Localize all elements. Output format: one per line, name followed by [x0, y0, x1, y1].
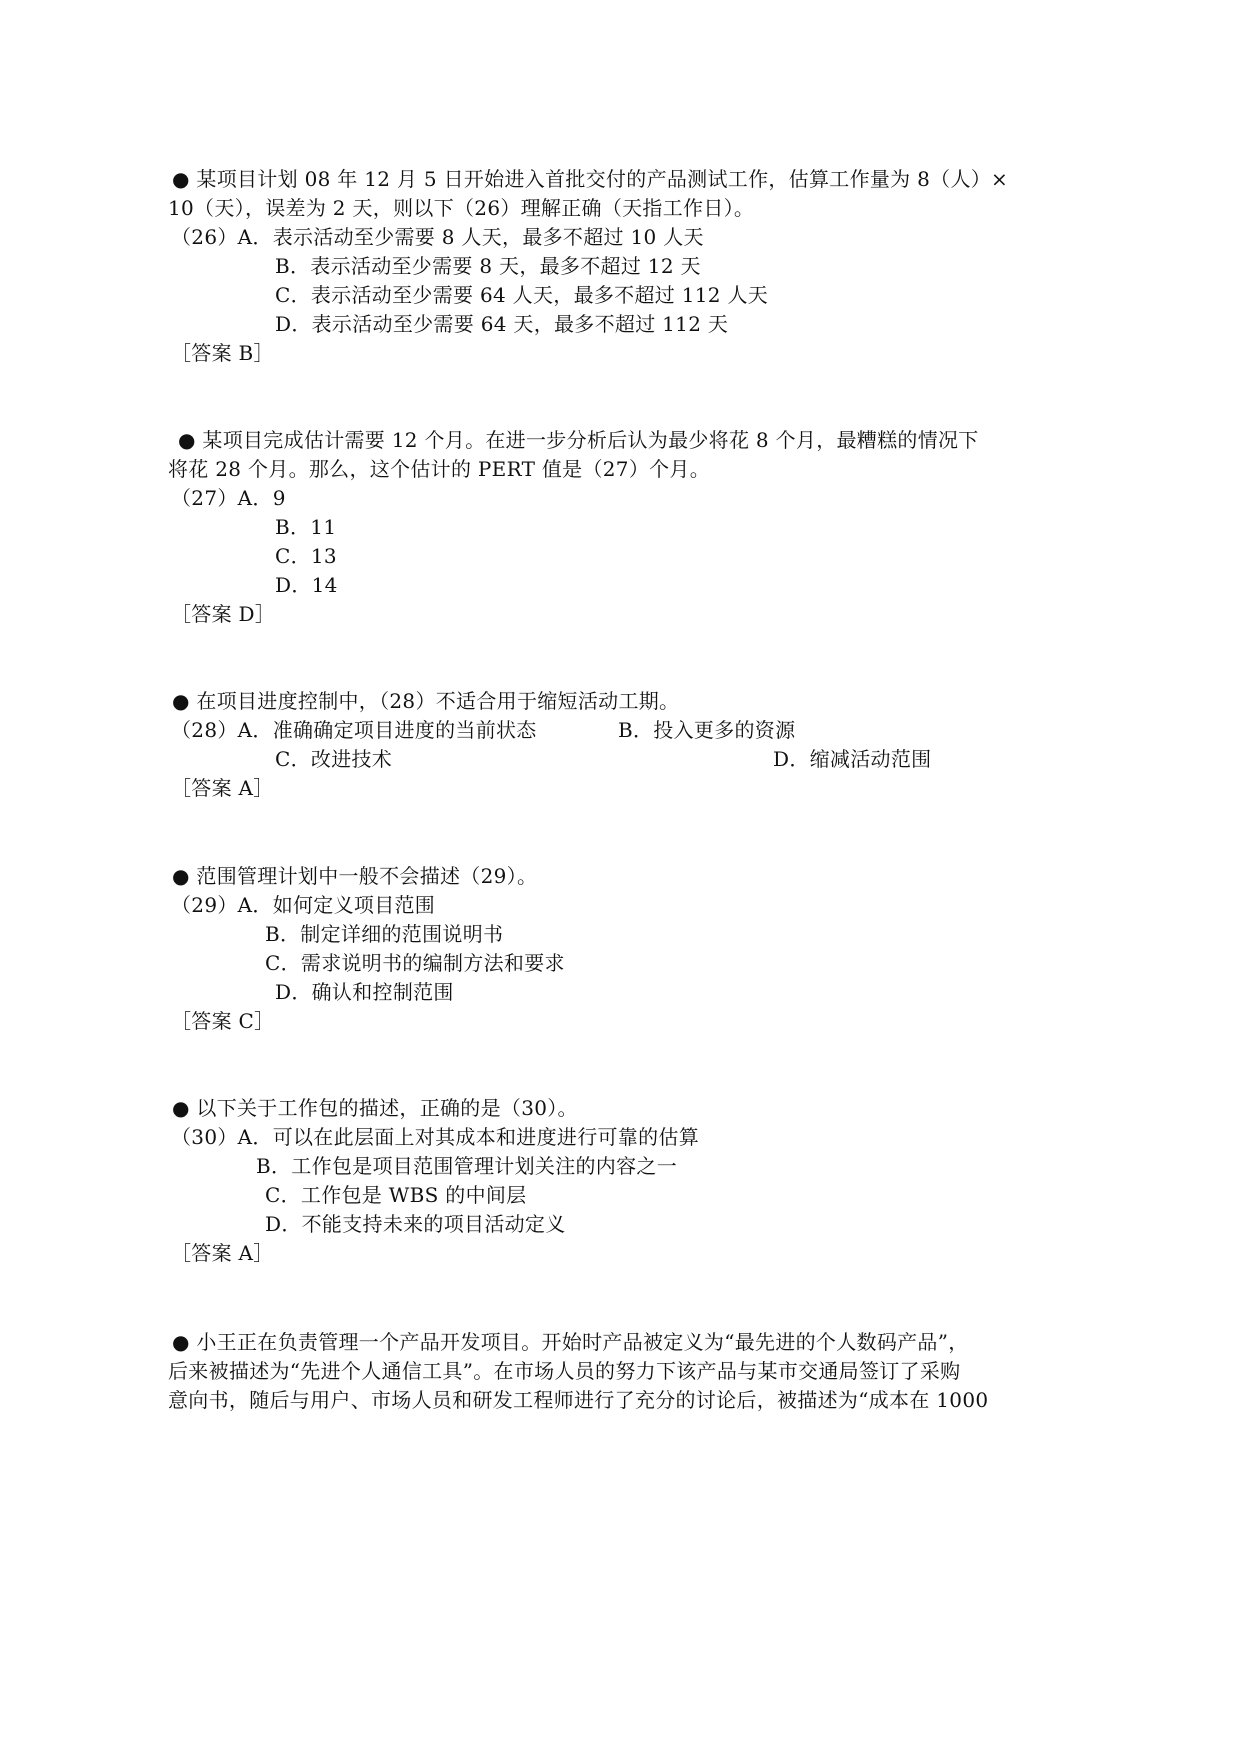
question-27-option-c: C．13	[275, 544, 337, 568]
question-30-option-d: D．不能支持未来的项目活动定义	[265, 1212, 566, 1236]
question-27-answer: ［答案 D］	[171, 602, 276, 626]
question-27-stem-line-1: ● 某项目完成估计需要 12 个月。在进一步分析后认为最少将花 8 个月，最糟糕的情况下	[178, 428, 979, 452]
question-29-stem: ● 范围管理计划中一般不会描述（29）。	[172, 864, 538, 888]
question-27-stem-line-2: 将花 28 个月。那么，这个估计的 PERT 值是（27）个月。	[168, 457, 711, 481]
question-30-stem: ● 以下关于工作包的描述，正确的是（30）。	[172, 1096, 578, 1120]
question-27-option-d: D．14	[275, 573, 338, 597]
question-29-option-a: （29）A．如何定义项目范围	[171, 893, 436, 917]
question-30-answer: ［答案 A］	[171, 1241, 274, 1265]
question-31-stem-line-3: 意向书，随后与用户、市场人员和研发工程师进行了充分的讨论后，被描述为“成本在 1000	[168, 1388, 989, 1412]
question-26-option-d: D．表示活动至少需要 64 天，最多不超过 112 天	[275, 312, 729, 336]
question-28-option-b: B．投入更多的资源	[618, 718, 796, 742]
question-29-option-b: B．制定详细的范围说明书	[265, 922, 504, 946]
question-26-stem-line-1: ● 某项目计划 08 年 12 月 5 日开始进入首批交付的产品测试工作，估算工作量为 8（人）×	[172, 167, 1009, 191]
question-27-option-b: B．11	[275, 515, 337, 539]
question-29-option-d: D．确认和控制范围	[275, 980, 454, 1004]
question-28-answer: ［答案 A］	[171, 776, 274, 800]
question-26-option-c: C．表示活动至少需要 64 人天，最多不超过 112 人天	[275, 283, 769, 307]
question-30-option-a: （30）A．可以在此层面上对其成本和进度进行可靠的估算	[171, 1125, 699, 1149]
question-27-option-a: （27）A．9	[171, 486, 286, 510]
question-30-option-c: C．工作包是 WBS 的中间层	[265, 1183, 527, 1207]
question-28-option-d: D．缩减活动范围	[773, 747, 932, 771]
question-30-option-b: B．工作包是项目范围管理计划关注的内容之一	[256, 1154, 677, 1178]
question-28-option-c: C．改进技术	[275, 747, 393, 771]
question-29-option-c: C．需求说明书的编制方法和要求	[265, 951, 565, 975]
question-26-option-b: B．表示活动至少需要 8 天，最多不超过 12 天	[275, 254, 701, 278]
question-28-stem: ● 在项目进度控制中，（28）不适合用于缩短活动工期。	[172, 689, 680, 713]
question-28-option-a: （28）A．准确确定项目进度的当前状态	[171, 718, 537, 742]
question-26-stem-line-2: 10（天），误差为 2 天，则以下（26）理解正确（天指工作日）。	[168, 196, 755, 220]
question-31-stem-line-2: 后来被描述为“先进个人通信工具”。在市场人员的努力下该产品与某市交通局签订了采购	[168, 1359, 961, 1383]
question-31-stem-line-1: ● 小王正在负责管理一个产品开发项目。开始时产品被定义为“最先进的个人数码产品”，	[172, 1330, 969, 1354]
question-29-answer: ［答案 C］	[171, 1009, 275, 1033]
question-26-option-a: （26）A．表示活动至少需要 8 人天，最多不超过 10 人天	[171, 225, 704, 249]
question-26-answer: ［答案 B］	[171, 341, 274, 365]
